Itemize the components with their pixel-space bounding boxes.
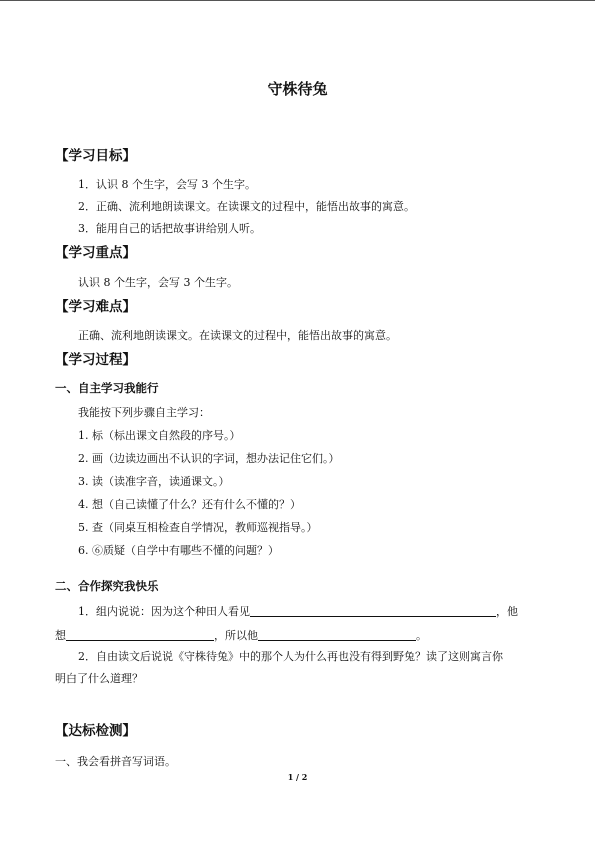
section-heading-key-points: 【学习重点】: [55, 245, 136, 261]
section-heading-test: 【达标检测】: [55, 723, 136, 739]
self-study-step: 3. 读（读准字音，读通课文。）: [78, 475, 230, 488]
subsection-heading-self-study: 一、自主学习我能行: [55, 381, 159, 395]
goal-item: 1．认识 8 个生字，会写 3 个生字。: [78, 178, 256, 191]
question-text: ，所以他: [214, 629, 258, 642]
section-heading-process: 【学习过程】: [55, 352, 136, 368]
cooperation-question-2-line-1: 2．自由读文后说说《守株待兔》中的那个人为什么再也没有得到野兔？读了这则寓言你: [78, 650, 503, 663]
self-study-step: 4. 想（自己读懂了什么？还有什么不懂的？）: [78, 498, 301, 511]
cooperation-question-1-line-2: [55, 627, 427, 643]
page-title: 守株待兔: [267, 80, 328, 98]
answer-blank[interactable]: [258, 628, 416, 641]
cooperation-question-1-line-1: [78, 603, 518, 619]
cooperation-question-2-line-2: 明白了什么道理？: [55, 672, 143, 685]
answer-blank[interactable]: [66, 628, 214, 641]
self-study-step: 2. 画（边读边画出不认识的字词，想办法记住它们。）: [78, 452, 340, 465]
section-heading-difficulties: 【学习难点】: [55, 299, 136, 315]
self-study-step: 1. 标（标出课文自然段的序号。）: [78, 429, 241, 442]
test-item: 一、我会看拼音写词语。: [55, 755, 176, 768]
key-points-text: 认识 8 个生字，会写 3 个生字。: [78, 276, 238, 289]
question-text: ，他: [496, 605, 518, 618]
goal-item: 2．正确、流利地朗读课文。在读课文的过程中，能悟出故事的寓意。: [78, 200, 415, 213]
difficulties-text: 正确、流利地朗读课文。在读课文的过程中，能悟出故事的寓意。: [78, 329, 397, 342]
question-text: 。: [416, 629, 427, 642]
question-text: 1．组内说说：因为这个种田人看见: [78, 605, 250, 618]
self-study-step: 5. 查（同桌互相检查自学情况，教师巡视指导。）: [78, 521, 318, 534]
page-number: 1 / 2: [287, 772, 308, 782]
question-text: 想: [55, 629, 66, 642]
goal-item: 3．能用自己的话把故事讲给别人听。: [78, 222, 261, 235]
answer-blank[interactable]: [250, 604, 496, 617]
self-study-intro: 我能按下列步骤自主学习：: [78, 406, 210, 419]
header-rule: [0, 0, 595, 1]
section-heading-goals: 【学习目标】: [55, 148, 136, 164]
self-study-step: 6. ⑥质疑（自学中有哪些不懂的问题？）: [78, 544, 279, 557]
subsection-heading-cooperation: 二、合作探究我快乐: [55, 579, 159, 593]
